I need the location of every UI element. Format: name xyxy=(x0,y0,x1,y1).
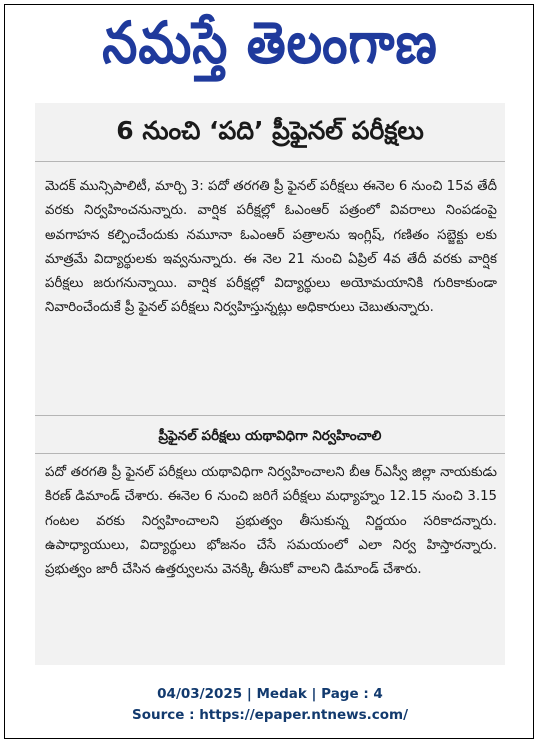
masthead-title: నమస్తే తెలంగాణ xyxy=(102,9,438,77)
subheading-bottom-divider xyxy=(35,453,505,454)
article-paragraph-2: పదో తరగతి ప్రీ ఫైనల్ పరీక్షలు యథావిధిగా నిర్వహించాలని బీఆ ర్ఎస్వీ జిల్లా నాయకుడు కిరణ్ డిమాండ్ చేశారు. ఈనెల 6 నుంచి జరిగే పరీక్షలు మధ్యాహ్నం 12.15 నుంచి 3.15 గంటల వరకు నిర్వహించాలని ప్రభుత్వం తీసుకున్న నిర్ణయం సరికాదన్నారు. ఉపాధ్యాయులు, విద్యార్థులు భోజనం చేసే సమయంలో ఎలా నిర్వ హిస్తారన్నారు. ప్రభుత్వం జారీ చేసిన ఉత్తర్వులను వెనక్కి తీసుకో వాలని డిమాండ్ చేశారు. xyxy=(45,465,497,578)
footer-dateline: 04/03/2025 | Medak | Page : 4 xyxy=(157,686,383,702)
article-clipping xyxy=(35,103,505,665)
footer-source[interactable]: Source : https://epaper.ntnews.com/ xyxy=(131,707,409,723)
article-subheading: ప్రీఫైనల్ పరీక్షలు యథావిధిగా నిర్వహించాలి xyxy=(158,428,382,444)
subheading-top-divider xyxy=(35,415,505,416)
newspaper-masthead xyxy=(0,8,540,78)
article-headline: 6 నుంచి ‘పది’ ప్రీఫైనల్ పరీక్షలు xyxy=(116,116,424,145)
headline-divider xyxy=(35,161,505,162)
article-paragraph-1: మెదక్ మున్సిపాలిటీ, మార్చి 3: పదో తరగతి ప్రీ ఫైనల్ పరీక్షలు ఈనెల 6 నుంచి 15వ తేదీ వరకు నిర్వహించనున్నారు. వార్షిక పరీక్షల్లో ఓఎంఆర్ పత్రంలో వివరాలు నింపడంపై అవగాహన కల్పించేందుకు నమూనా ఓఎంఆర్ పత్రాలను ఇంగ్లిష్, గణితం సబ్జెక్టు లకు మాత్రమే విద్యార్థులకు ఇవ్వనున్నారు. ఈ నెల 21 నుంచి ఏప్రిల్ 4వ తేదీ వరకు వార్షిక పరీక్షలు జరుగనున్నాయి. వార్షిక పరీక్షల్లో విద్యార్థులు అయోమయానికి గురికాకుండా నివారించేందుకే ప్రీ ఫైనల్ పరీక్షలు నిర్వహిస్తున్నట్లు అధికారులు చెబుతున్నారు. xyxy=(45,179,497,316)
